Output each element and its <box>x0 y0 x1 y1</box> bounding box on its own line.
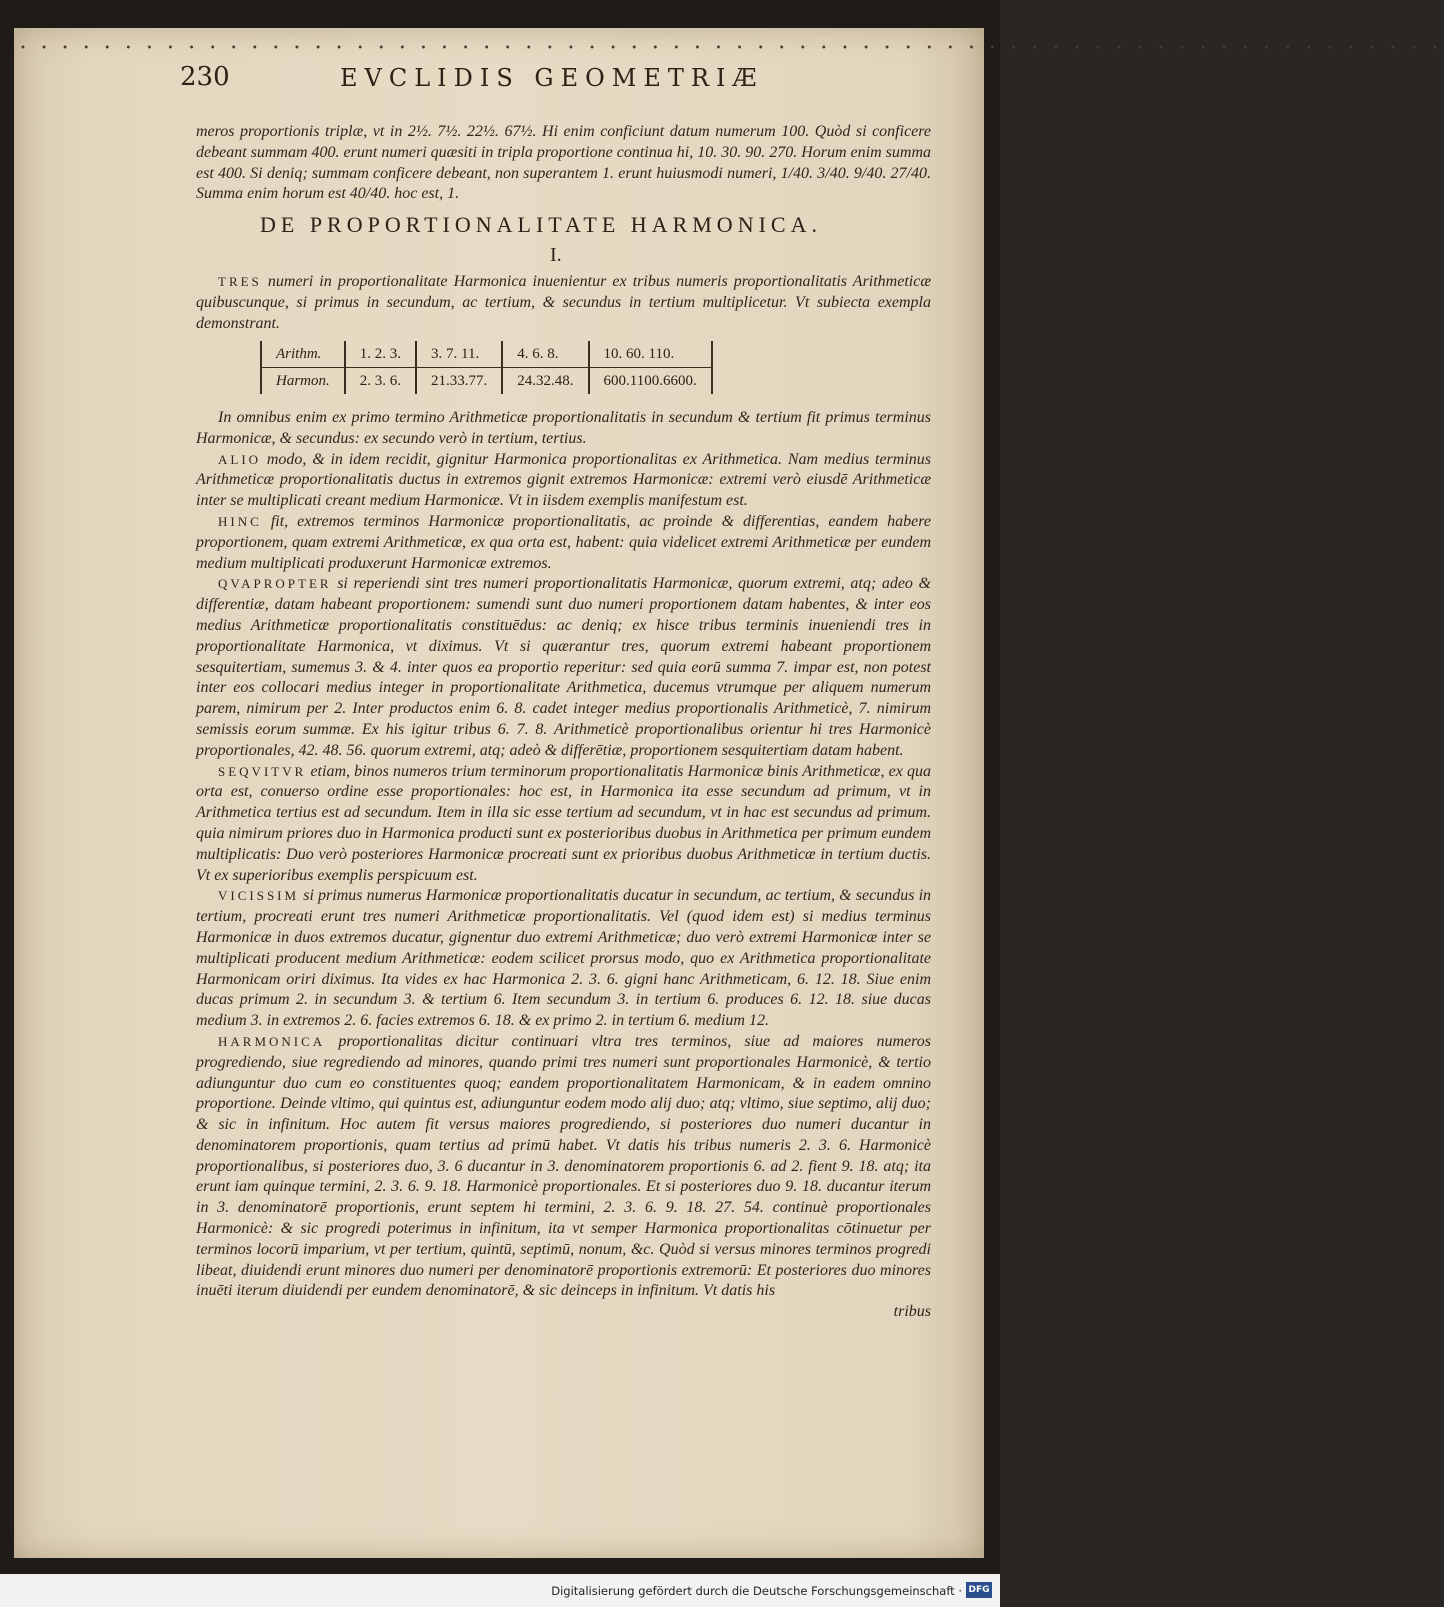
paragraph-5 <box>196 574 931 761</box>
paragraph-3 <box>196 450 931 512</box>
decorative-border: • • • • • • • • • • • • • • • • • • • • • • • • • • • • • • • • • • • • • • • • • • • • • • • • • • • • • • • • • • • • • • • • • • • • <box>20 43 1444 54</box>
dfg-logo-icon: DFG <box>966 1582 992 1598</box>
proportion-table <box>260 341 713 394</box>
paragraph-lead: VICISSIM <box>218 888 300 904</box>
paragraph-body: modo, & in idem recidit, gignitur Harmonica proportionalitas ex Arithmetica. Nam medius terminus Arithmeticæ proportionalitatis ductus in extremos gignit extremos Harmonicæ: extremi verò eiusdē Arithmeticæ inter se multiplicati creant medium Harmonicæ. Vt in iisdem exemplis manifestum est. <box>196 450 932 510</box>
page-number: 230 <box>180 62 230 92</box>
table-cell: 1. 2. 3. <box>345 341 416 368</box>
catchword: tribus <box>893 1303 931 1321</box>
paragraph-2: In omnibus enim ex primo termino Arithmeticæ proportionalitatis in secundum & tertium fit primus terminus Harmonicæ, & secundus: ex secundo verò in tertium, tertius. <box>196 409 931 447</box>
paragraph-7 <box>196 886 931 1032</box>
paragraph-1 <box>196 272 931 334</box>
paragraph-body: si reperiendi sint tres numeri proportionalitatis Harmonicæ, quorum extremi, atq; adeo & differentiæ, datam habeant proportionem: sumendi sunt duo numeri proportionem datam habentes, & inter eos medius Arithmeticæ proportionalitatis constituēdus: ac deniq; ex hisce tribus terminis inueniendi tres in proportionalitate Harmonica, vt diximus. Vt si quærantur tres, quorum extremi habeant proportionem sesquitertiam, sumemus 3. & 4. inter quos ea proportio reperitur: sed quia eorū summa 7. impar est, non potest inter eos collocari medius integer in proportionalitate Arithmetica, ducemus vtrumque per aliquem numerum parem, nimirum per 2. Inter productos enim 6. 8. cadet integer medius proportionalis Arithmeticè, 7. nimirum semissis eorum summæ. Ex his igitur tribus 6. 7. 8. Arithmeticè proportionalibus orientur hi tres Harmonicè proportionales, 42. 48. 56. quorum extremi, atq; adeò & differētiæ, proportionem sesquitertiam datam habent. <box>196 575 931 759</box>
table-row <box>261 341 712 368</box>
paragraph-lead: HINC <box>218 513 262 529</box>
paragraph-body: etiam, binos numeros trium terminorum proportionalitatis Harmonicæ binis Arithmeticæ, ex qua orta est, conuerso ordine esse proportionales: hoc est, in Harmonica ita esse secundum ad primum, vt in Arithmetica tertius est ad secundum. Item in illa sic esse tertium ad secundum, vt in hac est secundus ad primum. quia nimirum priores duo in Harmonica producti sunt ex posterioribus duobus in Arithmetica per primum eundem multiplicatis: Duo verò posteriores Harmonicæ procreati sunt ex prioribus duobus Arithmeticæ in tertium ductis. Vt ex superioribus exemplis perspicuum est. <box>196 762 932 884</box>
paragraph-body: proportionalitas dicitur continuari vltra tres terminos, siue ad maiores numeros progrediendo, siue regrediendo ad minores, quando primi tres numeri sunt proportionales Harmonicè, & tertio adiunguntur duo cum eo constituentes quoq; eandem proportionalitatem Harmonicam, & in eadem omnino proportione. Deinde vltimo, qui quintus est, adiunguntur eodem modo alij duo; atq; vltimo, siue septimo, alij duo; & sic in infinitum. Hoc autem fit versus maiores progrediendo, si posteriores duo numeri ducantur in denominatorem proportionis, quam tertius ad primū habet. Vt datis his tribus numeris 2. 3. 6. Harmonicè proportionalibus, si posteriores duo, 3. 6 ducantur in 3. denominatorem proportionis 6. ad 2. fient 9. 18. atq; ita erunt iam quinque termini, 2. 3. 6. 9. 18. Harmonicè proportionales. Et si posteriores duo 9. 18. ducantur iterum in 3. denominatorē proportionis, erunt septem hi termini, 2. 3. 6. 9. 18. 27. 54. continuè proportionales Harmonicè: & sic progredi poterimus in infinitum, ita vt semper Harmonica proportionalitas cōtinuetur per terminos locorū imparium, vt per tertium, quintū, septimū, nonum, &c. Quòd si versus minores terminos progredi libeat, diuidendi erunt minores duo numeri per denominatorē proportionis extremorū: Et posteriores duo minores inuēti iterum diuidendi per eundem denominatorē, & sic deinceps in infinitum. Vt datis his <box>196 1032 932 1300</box>
row-label: Arithm. <box>261 341 345 368</box>
digitization-credit: Digitalisierung gefördert durch die Deutsche Forschungsgemeinschaft · <box>551 1584 962 1598</box>
section-number: I. <box>550 244 562 266</box>
paragraph-lead: TRES <box>218 274 262 289</box>
table-cell: 2. 3. 6. <box>345 368 416 395</box>
table-cell: 10. 60. 110. <box>589 341 712 368</box>
table-cell: 600.1100.6600. <box>589 368 712 395</box>
table-cell: 3. 7. 11. <box>416 341 502 368</box>
body-text <box>196 408 931 1323</box>
paragraph-lead: HARMONICA <box>218 1033 326 1049</box>
paragraph-8 <box>196 1032 931 1302</box>
table-row <box>261 368 712 395</box>
paragraph-lead: ALIO <box>218 451 262 467</box>
row-label: Harmon. <box>261 368 345 395</box>
paragraph-body: fit, extremos terminos Harmonicæ proportionalitatis, ac proinde & differentias, eandem habere proportionem, quam extremi Arithmeticæ, ex qua orta est, habent: quia videlicet extremi Arithmeticæ per eundem medium multiplicati produxerunt Harmonicæ extremos. <box>196 512 931 572</box>
table-cell: 24.32.48. <box>502 368 588 395</box>
running-head: EVCLIDIS GEOMETRIÆ <box>340 64 764 92</box>
opening-text <box>196 122 931 205</box>
paragraph-lead: SEQVITVR <box>218 763 307 779</box>
paragraph-lead: QVAPROPTER <box>218 576 332 592</box>
table-cell: 4. 6. 8. <box>502 341 588 368</box>
page-header <box>180 62 880 98</box>
section-title: DE PROPORTIONALITATE HARMONICA. <box>260 212 822 237</box>
paragraph-6 <box>196 762 931 887</box>
paragraph-4 <box>196 512 931 574</box>
paragraph-body: numeri in proportionalitate Harmonica inuenientur ex tribus numeris proportionalitatis Arithmeticæ quibuscunque, si primus in secundum, ac tertium, & secundus in tertium multiplicetur. Vt subiecta exempla demonstrant. <box>196 273 932 332</box>
opening-paragraph: meros proportionis triplæ, vt in 2½. 7½. 22½. 67½. Hi enim conficiunt datum numerum 100. Quòd si conficere debeant summam 400. erunt numeri quæsiti in tripla proportione continua hi, 10. 30. 90. 270. Horum enim summa est 400. Si deniq; summam conficere debeant, non superantem 1. erunt huiusmodi numeri, 1/40. 3/40. 9/40. 27/40. Summa enim horum est 40/40. hoc est, 1. <box>196 123 931 203</box>
table-cell: 21.33.77. <box>416 368 502 395</box>
paragraph-body: si primus numerus Harmonicæ proportionalitatis ducatur in secundum, ac tertium, & secundus in tertium, procreati erunt tres numeri Arithmeticæ proportionalitatis. Vel (quod idem est) si medius terminus Harmonicæ in duos extremos ducatur, gignentur duo extremi Arithmeticæ; duo verò extremi Harmonicæ inter se multiplicati producent medium Arithmeticæ: eodem scilicet prorsus modo, quo ex Arithmetica proportionalitate Harmonicam oriri diximus. Ita vides ex hac Harmonica 2. 3. 6. gigni hanc Arithmeticam, 6. 12. 18. Siue enim ducas primum 2. in secundum 3. & tertium 6. Item secundum 3. in tertium 6. produces 6. 12. 18. siue ducas medium 3. in extremos 2. 6. facies extremos 6. 18. & ex primo 2. in tertium 6. medium 12. <box>196 887 932 1030</box>
